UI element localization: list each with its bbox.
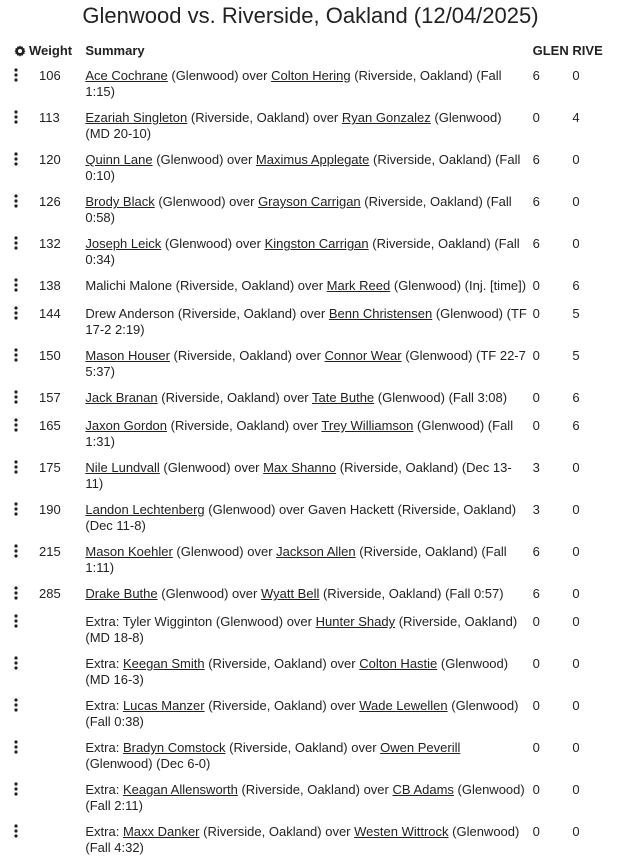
rive-score-cell: 0	[572, 586, 580, 601]
summary-text: (Glenwood) (Fall 4:32)	[85, 824, 520, 855]
wrestler-link[interactable]: Trey Williamson	[321, 418, 414, 433]
summary-text: (Glenwood) (MD 20-10)	[85, 110, 502, 141]
wrestler-link[interactable]: Lucas Manzer	[122, 698, 205, 713]
rive-score-cell: 5	[572, 306, 580, 321]
more-vertical-icon[interactable]	[14, 502, 18, 516]
more-vertical-icon[interactable]	[14, 152, 18, 166]
summary-text: (Glenwood) (MD 16-3)	[85, 656, 509, 687]
weight-cell	[29, 781, 85, 823]
weight-cell	[29, 697, 85, 739]
glen-score-cell: 0	[532, 824, 540, 839]
summary-cell	[85, 305, 532, 347]
summary-text: (Riverside, Oakland) over	[167, 418, 322, 433]
weight-cell	[29, 739, 85, 781]
table-row	[12, 277, 612, 305]
more-vertical-icon[interactable]	[14, 110, 18, 124]
table-row	[12, 305, 612, 347]
wrestler-link[interactable]: Bradyn Comstock	[122, 740, 226, 755]
weight-cell: 106	[39, 68, 61, 83]
more-vertical-icon[interactable]	[14, 460, 18, 474]
more-vertical-icon[interactable]	[14, 236, 18, 250]
table-row	[12, 459, 612, 501]
wrestler-link[interactable]: Quinn Lane	[85, 152, 153, 167]
more-vertical-icon[interactable]	[14, 614, 18, 628]
more-vertical-icon[interactable]	[14, 740, 18, 754]
row-menu-cell[interactable]	[12, 459, 29, 501]
weight-cell: 165	[39, 418, 61, 433]
weight-cell	[29, 823, 85, 865]
rive-score-cell: 0	[572, 740, 580, 755]
match-results-table	[12, 43, 612, 865]
rive-score-cell: 0	[572, 656, 580, 671]
summary-text: (Riverside, Oakland) (Dec 13-11)	[85, 460, 512, 491]
glen-score-cell: 6	[532, 586, 540, 601]
summary-cell	[85, 67, 532, 109]
glen-score-cell: 0	[532, 782, 540, 797]
row-menu-cell[interactable]	[12, 67, 29, 109]
weight-cell: 144	[39, 306, 61, 321]
summary-text: (Glenwood) (TF 22-7 5:37)	[85, 348, 526, 379]
wrestler-link[interactable]: Colton Hering	[271, 68, 351, 83]
summary-cell	[85, 697, 532, 739]
more-vertical-icon[interactable]	[14, 544, 18, 558]
settings-header-cell[interactable]	[12, 43, 29, 67]
rive-score-cell: 6	[572, 390, 580, 405]
summary-text: Malichi Malone (Riverside, Oakland) over	[85, 278, 327, 293]
glen-score-cell: 0	[532, 656, 540, 671]
wrestler-link[interactable]: Mark Reed	[326, 278, 391, 293]
glen-score-cell: 0	[532, 614, 540, 629]
row-menu-cell[interactable]	[12, 389, 29, 417]
rive-score-cell: 6	[572, 278, 580, 293]
row-menu-cell[interactable]	[12, 739, 29, 781]
weight-cell: 190	[39, 502, 61, 517]
table-row	[12, 613, 612, 655]
summary-text: Extra:	[85, 698, 123, 713]
table-row	[12, 389, 612, 417]
wrestler-link[interactable]: Keagan Allensworth	[122, 782, 238, 797]
summary-text: (Riverside, Oakland) (Fall 0:58)	[85, 194, 512, 225]
summary-text: (Riverside, Oakland) (Fall 0:34)	[85, 236, 520, 267]
glen-score-cell: 6	[532, 544, 540, 559]
summary-text: Extra:	[85, 824, 123, 839]
summary-text: (Glenwood) (Inj. [time])	[390, 278, 527, 293]
summary-cell	[85, 151, 532, 193]
weight-cell: 126	[39, 194, 61, 209]
table-row	[12, 151, 612, 193]
table-row	[12, 739, 612, 781]
summary-text: (Glenwood) (TF 17-2 2:19)	[85, 306, 527, 337]
summary-text: (Glenwood) (Dec 6-0)	[85, 756, 211, 771]
wrestler-link[interactable]: Westen Wittrock	[354, 824, 449, 839]
rive-score-cell: 0	[572, 236, 580, 251]
summary-text: (Glenwood) over	[167, 68, 272, 83]
wrestler-link[interactable]: Jackson Allen	[276, 544, 356, 559]
weight-cell: 157	[39, 390, 61, 405]
wrestler-link[interactable]: Nile Lundvall	[85, 460, 160, 475]
glen-score-cell: 6	[532, 194, 540, 209]
summary-text: (Glenwood) over	[161, 236, 265, 251]
wrestler-link[interactable]: Max Shanno	[263, 460, 337, 475]
summary-text: (Riverside, Oakland) (Fall 1:11)	[85, 544, 507, 575]
glen-score-cell: 6	[532, 236, 540, 251]
summary-text: (Riverside, Oakland) over	[237, 782, 393, 797]
summary-cell	[85, 781, 532, 823]
summary-text: (Glenwood) (Fall 3:08)	[374, 390, 508, 405]
wrestler-link[interactable]: Wade Lewellen	[359, 698, 448, 713]
table-row	[12, 697, 612, 739]
weight-cell: 132	[39, 236, 61, 251]
summary-text: Extra: Tyler Wigginton (Glenwood) over	[85, 614, 316, 629]
wrestler-link[interactable]: Keegan Smith	[122, 656, 205, 671]
row-menu-cell[interactable]	[12, 235, 29, 277]
rive-score-cell: 5	[572, 348, 580, 363]
wrestler-link[interactable]: Joseph Leick	[85, 236, 162, 251]
row-menu-cell[interactable]	[12, 151, 29, 193]
summary-text: (Glenwood) over	[152, 152, 256, 167]
summary-cell	[85, 739, 532, 781]
row-menu-cell[interactable]	[12, 109, 29, 151]
row-menu-cell[interactable]	[12, 781, 29, 823]
glen-header[interactable]: GLEN	[532, 43, 569, 58]
table-row	[12, 585, 612, 613]
glen-score-cell: 3	[532, 460, 540, 475]
wrestler-link[interactable]: Ezariah Singleton	[85, 110, 188, 125]
summary-cell	[85, 613, 532, 655]
more-vertical-icon[interactable]	[14, 68, 18, 82]
wrestler-link[interactable]: Mason Houser	[85, 348, 170, 363]
table-row	[12, 501, 612, 543]
glen-score-cell: 0	[532, 390, 540, 405]
summary-text: (Riverside, Oakland) (Fall 0:57)	[319, 586, 504, 601]
more-vertical-icon[interactable]	[14, 698, 18, 712]
summary-text: (Riverside, Oakland) (MD 18-8)	[85, 614, 518, 645]
row-menu-cell[interactable]	[12, 417, 29, 459]
rive-score-cell: 0	[572, 544, 580, 559]
table-row	[12, 109, 612, 151]
summary-text: (Glenwood) (Fall 1:31)	[85, 418, 514, 449]
row-menu-cell[interactable]	[12, 501, 29, 543]
summary-text: Extra:	[85, 740, 123, 755]
rive-score-cell: 0	[572, 614, 580, 629]
weight-cell: 150	[39, 348, 61, 363]
summary-text: (Riverside, Oakland) over	[225, 740, 381, 755]
summary-cell	[85, 347, 532, 389]
row-menu-cell[interactable]	[12, 277, 29, 305]
row-menu-cell[interactable]	[12, 655, 29, 697]
wrestler-link[interactable]: Owen Peverill	[380, 740, 461, 755]
table-row	[12, 67, 612, 109]
summary-cell	[85, 459, 532, 501]
table-row	[12, 347, 612, 389]
weight-cell	[29, 613, 85, 655]
more-vertical-icon[interactable]	[14, 656, 18, 670]
summary-text: Extra:	[85, 656, 123, 671]
row-menu-cell[interactable]	[12, 305, 29, 347]
summary-cell	[85, 823, 532, 865]
wrestler-link[interactable]: Landon Lechtenberg	[85, 502, 205, 517]
rive-score-cell: 0	[572, 194, 580, 209]
table-row	[12, 235, 612, 277]
wrestler-link[interactable]: Connor Wear	[324, 348, 402, 363]
gear-icon[interactable]	[14, 45, 26, 60]
summary-text: (Riverside, Oakland) over	[204, 656, 360, 671]
glen-score-cell: 0	[532, 110, 540, 125]
more-vertical-icon[interactable]	[14, 418, 18, 432]
wrestler-link[interactable]: Ryan Gonzalez	[341, 110, 431, 125]
table-row	[12, 417, 612, 459]
rive-score-cell: 0	[572, 782, 580, 797]
wrestler-link[interactable]: Mason Koehler	[85, 544, 173, 559]
summary-cell	[85, 585, 532, 613]
summary-text: Extra:	[85, 782, 123, 797]
wrestler-link[interactable]: Jack Branan	[85, 390, 158, 405]
rive-score-cell: 0	[572, 698, 580, 713]
weight-cell: 120	[39, 152, 61, 167]
summary-text: (Glenwood) over	[154, 194, 259, 209]
wrestler-link[interactable]: Maxx Danker	[122, 824, 200, 839]
summary-cell	[85, 277, 532, 305]
rive-score-cell: 0	[572, 68, 580, 83]
rive-score-cell: 0	[572, 152, 580, 167]
rive-score-cell: 0	[572, 824, 580, 839]
summary-cell	[85, 193, 532, 235]
wrestler-link[interactable]: Brody Black	[85, 194, 155, 209]
summary-cell	[85, 417, 532, 459]
more-vertical-icon[interactable]	[14, 586, 18, 600]
row-menu-cell[interactable]	[12, 193, 29, 235]
wrestler-link[interactable]: Benn Christensen	[328, 306, 433, 321]
weight-cell	[29, 655, 85, 697]
wrestler-link[interactable]: Colton Hastie	[359, 656, 438, 671]
more-vertical-icon[interactable]	[14, 194, 18, 208]
table-row	[12, 193, 612, 235]
summary-text: (Riverside, Oakland) over	[204, 698, 360, 713]
summary-text: (Riverside, Oakland) over	[199, 824, 355, 839]
table-row	[12, 655, 612, 697]
more-vertical-icon[interactable]	[14, 390, 18, 404]
page-title: Glenwood vs. Riverside, Oakland (12/04/2025)	[82, 3, 539, 28]
summary-text: (Glenwood) over	[159, 460, 264, 475]
row-menu-cell[interactable]	[12, 347, 29, 389]
rive-score-cell: 6	[572, 418, 580, 433]
summary-text: Drew Anderson (Riverside, Oakland) over	[85, 306, 329, 321]
summary-cell	[85, 109, 532, 151]
row-menu-cell[interactable]	[12, 697, 29, 739]
rive-score-cell: 0	[572, 502, 580, 517]
wrestler-link[interactable]: Wyatt Bell	[260, 586, 320, 601]
rive-score-cell: 0	[572, 460, 580, 475]
wrestler-link[interactable]: Maximus Applegate	[255, 152, 370, 167]
weight-cell: 138	[39, 278, 61, 293]
glen-score-cell: 3	[532, 502, 540, 517]
summary-cell	[85, 389, 532, 417]
summary-text: (Glenwood) (Fall 2:11)	[85, 782, 525, 813]
summary-cell	[85, 655, 532, 697]
rive-score-cell: 4	[572, 110, 580, 125]
summary-cell	[85, 543, 532, 585]
summary-text: (Glenwood) over Gaven Hackett (Riverside, Oakland) (Dec 11-8)	[85, 502, 517, 533]
rive-header[interactable]: RIVE	[572, 43, 603, 58]
row-menu-cell[interactable]	[12, 613, 29, 655]
row-menu-cell[interactable]	[12, 543, 29, 585]
weight-header[interactable]: Weight	[29, 43, 73, 58]
summary-cell	[85, 501, 532, 543]
weight-cell: 113	[39, 110, 60, 125]
summary-header[interactable]: Summary	[85, 43, 145, 58]
wrestler-link[interactable]: Jaxon Gordon	[85, 418, 168, 433]
glen-score-cell: 6	[532, 152, 540, 167]
wrestler-link[interactable]: Ace Cochrane	[85, 68, 168, 83]
more-vertical-icon[interactable]	[14, 306, 18, 320]
table-header-row	[12, 43, 612, 67]
table-row	[12, 543, 612, 585]
wrestler-link[interactable]: Drake Buthe	[85, 586, 158, 601]
weight-cell: 285	[39, 586, 61, 601]
summary-text: (Riverside, Oakland) over	[187, 110, 342, 125]
glen-score-cell: 0	[532, 348, 540, 363]
glen-score-cell: 0	[532, 698, 540, 713]
row-menu-cell[interactable]	[12, 823, 29, 865]
wrestler-link[interactable]: CB Adams	[392, 782, 454, 797]
more-vertical-icon[interactable]	[14, 278, 18, 292]
summary-text: (Riverside, Oakland) (Fall 1:15)	[85, 68, 502, 99]
summary-text: (Glenwood) over	[172, 544, 277, 559]
wrestler-link[interactable]: Grayson Carrigan	[258, 194, 361, 209]
wrestler-link[interactable]: Tate Buthe	[312, 390, 375, 405]
wrestler-link[interactable]: Kingston Carrigan	[264, 236, 369, 251]
wrestler-link[interactable]: Hunter Shady	[315, 614, 396, 629]
summary-text: (Riverside, Oakland) over	[169, 348, 325, 363]
more-vertical-icon[interactable]	[14, 348, 18, 362]
weight-cell: 175	[39, 460, 61, 475]
row-menu-cell[interactable]	[12, 585, 29, 613]
glen-score-cell: 0	[532, 740, 540, 755]
glen-score-cell: 0	[532, 278, 540, 293]
glen-score-cell: 6	[532, 68, 540, 83]
summary-text: (Glenwood) over	[157, 586, 261, 601]
glen-score-cell: 0	[532, 306, 540, 321]
more-vertical-icon[interactable]	[14, 824, 18, 838]
weight-cell: 215	[39, 544, 61, 559]
summary-text: (Riverside, Oakland) (Fall 0:10)	[85, 152, 521, 183]
more-vertical-icon[interactable]	[14, 782, 18, 796]
glen-score-cell: 0	[532, 418, 540, 433]
summary-text: (Glenwood) (Fall 0:38)	[85, 698, 519, 729]
table-row	[12, 781, 612, 823]
summary-text: (Riverside, Oakland) over	[157, 390, 312, 405]
table-row	[12, 823, 612, 865]
summary-cell	[85, 235, 532, 277]
